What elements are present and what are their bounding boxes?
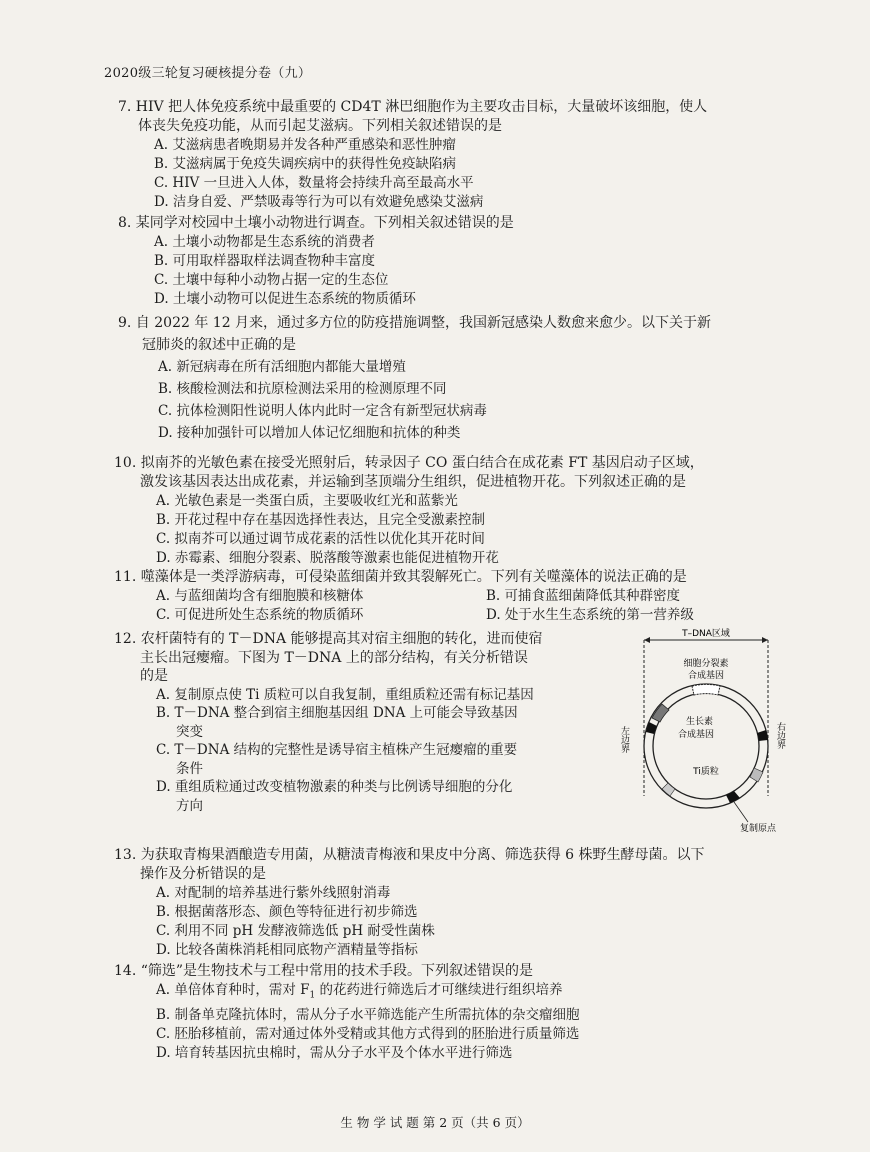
option-d: D. 洁身自爱、严禁吸毒等行为可以有效避免感染艾滋病 (154, 194, 484, 210)
option-a (114, 981, 580, 1006)
option-b: B. 艾滋病属于免疫失调疾病中的获得性免疫缺陷病 (154, 156, 457, 172)
option-b: B. 根据菌落形态、颜色等特征进行初步筛选 (156, 904, 418, 920)
option-d: D. 接种加强针可以增加人体记忆细胞和抗体的种类 (158, 425, 461, 441)
option-c: C. 土壤中每种小动物占据一定的生态位 (154, 272, 389, 288)
question-stem: 13. 为获取青梅果酒酿造专用菌，从糖渍青梅液和果皮中分离、筛选获得 6 株野生酵母菌。以下 (114, 847, 705, 863)
ti-plasmid-diagram (612, 626, 792, 836)
plasmid-inner-ring (653, 693, 759, 799)
option-c: C. HIV 一旦进入人体，数量将会持续升高至最高水平 (154, 175, 474, 191)
option-c: C. 可促进所处生态系统的物质循环 (156, 607, 364, 623)
option-b: B. T－DNA 整合到宿主细胞基因组 DNA 上可能会导致基因 (156, 705, 518, 721)
option-d: D. 重组质粒通过改变植物激素的种类与比例诱导细胞的分化 (156, 779, 513, 795)
question-stem: 激发该基因表达出成花素，并运输到茎顶端分生组织，促进植物开花。下列叙述正确的是 (140, 474, 686, 490)
question-stem: 体丧失免疫功能，从而引起艾滋病。下列相关叙述错误的是 (138, 118, 502, 134)
page-footer: 生 物 学 试 题 第 2 页（共 6 页） (340, 1115, 530, 1130)
question-10 (114, 454, 704, 568)
question-14 (114, 962, 580, 1063)
option-a: A. 复制原点使 Ti 质粒可以自我复制，重组质粒还需有标记基因 (156, 686, 534, 703)
option-a: A. 光敏色素是一类蛋白质，主要吸收红光和蓝紫光 (156, 493, 458, 509)
question-stem: 12. 农杆菌特有的 T－DNA 能够提高其对宿主细胞的转化，进而使宿 (114, 631, 543, 647)
option-d: D. 赤霉素、细胞分裂素、脱落酸等激素也能促进植物开花 (156, 550, 499, 566)
option-a: A. 对配制的培养基进行紫外线照射消毒 (156, 885, 391, 901)
option-b-continued: 突变 (176, 723, 203, 740)
marker-segment (750, 768, 763, 782)
question-stem: 7. HIV 把人体免疫系统中最重要的 CD4T 淋巴细胞作为主要攻击目标，大量破坏该细胞，使人 (118, 99, 708, 115)
question-stem: 主长出冠瘿瘤。下图为 T－DNA 上的部分结构，有关分析错误 (140, 649, 528, 666)
question-9 (118, 312, 711, 444)
question-stem: 冠肺炎的叙述中正确的是 (142, 337, 296, 353)
cytokinin-gene-segment (692, 684, 720, 695)
origin-label: 复制原点 (740, 824, 777, 834)
question-stem: 8. 某同学对校园中土壤小动物进行调查。下列相关叙述错误的是 (118, 215, 514, 231)
option-a: A. 土壤小动物都是生态系统的消费者 (154, 234, 375, 250)
auxin-label-line2: 合成基因 (678, 730, 715, 740)
option-b: B. 开花过程中存在基因选择性表达，且完全受激素控制 (156, 512, 486, 528)
option-a: A. 与蓝细菌均含有细胞膜和核糖体 (156, 588, 364, 604)
other-segment (662, 783, 675, 796)
option-c: C. 拟南芥可以通过调节成花素的活性以优化其开花时间 (156, 531, 485, 547)
option-b: B. 可捕食蓝细菌降低其种群密度 (486, 588, 681, 604)
option-c: C. 抗体检测阳性说明人体内此时一定含有新型冠状病毒 (158, 403, 487, 419)
option-d-continued: 方向 (176, 797, 203, 814)
option-c: C. T－DNA 结构的完整性是诱导宿主植株产生冠瘿瘤的重要 (156, 742, 518, 758)
right-border-label: 右边界 (775, 722, 785, 749)
question-7 (118, 98, 707, 212)
option-c: C. 利用不同 pH 发酵液筛选低 pH 耐受性菌株 (156, 923, 435, 939)
option-a: A. 新冠病毒在所有活细胞内都能大量增殖 (158, 359, 406, 375)
cytokinin-label-line2: 合成基因 (687, 671, 725, 681)
arrow-head-right (762, 637, 768, 643)
options-row (114, 606, 816, 625)
question-stem: 11. 噬藻体是一类浮游病毒，可侵染蓝细菌并致其裂解死亡。下列有关噬藻体的说法正确的是 (114, 569, 687, 585)
option-d: D. 培育转基因抗虫棉时，需从分子水平及个体水平进行筛选 (156, 1044, 513, 1061)
option-a-text-rest: 的花药进行筛选后才可继续进行组织培养 (315, 982, 563, 998)
question-stem: 的是 (140, 668, 168, 684)
option-d: D. 土壤小动物可以促进生态系统的物质循环 (154, 291, 416, 307)
question-11 (114, 568, 816, 625)
cytokinin-label-line1: 细胞分裂素 (683, 659, 729, 669)
left-border-label: 左边界 (619, 726, 629, 753)
option-d: D. 处于水生生态系统的第一营养级 (486, 607, 694, 623)
plasmid-label: Ti质粒 (693, 767, 719, 777)
question-stem: 9. 自 2022 年 12 月来，通过多方位的防疫措施调整，我国新冠感染人数愈来愈少。以下关于新 (118, 315, 712, 331)
option-d: D. 比较各菌株消耗相同底物产酒精量等指标 (156, 942, 418, 958)
auxin-label-line1: 生长素 (686, 717, 714, 727)
option-b: B. 制备单克隆抗体时，需从分子水平筛选能产生所需抗体的杂交瘤细胞 (156, 1006, 580, 1023)
question-stem: 操作及分析错误的是 (140, 866, 266, 882)
origin-segment (726, 791, 740, 803)
option-a-text: A. 单倍体育种时，需对 F (156, 982, 310, 998)
subscript: 1 (309, 990, 316, 1001)
question-8 (118, 214, 514, 309)
option-c-continued: 条件 (176, 760, 203, 777)
options-row (114, 587, 816, 606)
exam-header: 2020级三轮复习硬核提分卷（九） (104, 66, 312, 81)
origin-pointer (734, 802, 748, 822)
question-stem: 10. 拟南芥的光敏色素在接受光照射后，转录因子 CO 蛋白结合在成花素 FT 基因启动子区域， (114, 455, 704, 471)
question-12 (114, 630, 543, 815)
option-b: B. 可用取样器取样法调查物种丰富度 (154, 253, 376, 269)
option-a: A. 艾滋病患者晚期易并发各种严重感染和恶性肿瘤 (154, 137, 456, 153)
option-b: B. 核酸检测法和抗原检测法采用的检测原理不同 (158, 381, 447, 397)
question-13 (114, 846, 705, 960)
question-stem: 14. “筛选”是生物技术与工程中常用的技术手段。下列叙述错误的是 (114, 963, 534, 979)
option-c: C. 胚胎移植前，需对通过体外受精或其他方式得到的胚胎进行质量筛选 (156, 1025, 580, 1042)
auxin-gene-segment (652, 704, 669, 722)
region-label: T–DNA区域 (682, 629, 730, 639)
arrow-head-left (644, 637, 650, 643)
